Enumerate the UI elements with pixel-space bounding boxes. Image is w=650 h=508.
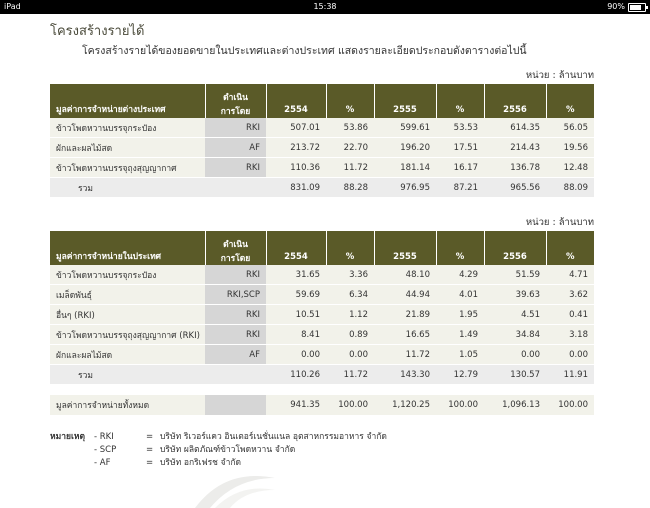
percent-2555: 17.51 bbox=[436, 138, 484, 158]
table-header-row bbox=[50, 231, 594, 265]
percent-2556: 0.00 bbox=[546, 345, 594, 365]
percent-2554: 0.00 bbox=[326, 345, 374, 365]
table-row bbox=[50, 305, 594, 325]
value-2556: 614.35 bbox=[484, 118, 546, 138]
footnote-code: - AF bbox=[94, 458, 111, 468]
agent-code: AF bbox=[205, 345, 266, 365]
table-row bbox=[50, 365, 594, 385]
percent-2554: 11.72 bbox=[326, 158, 374, 178]
row-label: ข้าวโพดหวานบรรจุถุงสุญญากาศ (RKI) bbox=[50, 325, 205, 345]
grand-total-table bbox=[50, 395, 594, 416]
value-2555: 196.20 bbox=[374, 138, 436, 158]
percent-2556: 19.56 bbox=[546, 138, 594, 158]
column-header-market: มูลค่าการจำหน่ายต่างประเทศ bbox=[50, 84, 205, 118]
percent-2554: 53.86 bbox=[326, 118, 374, 138]
column-header-2554: 2554 bbox=[266, 84, 326, 118]
value-2554: 10.51 bbox=[266, 305, 326, 325]
value-2555: 143.30 bbox=[374, 365, 436, 385]
row-label: ข้าวโพดหวานบรรจุกระป๋อง bbox=[50, 265, 205, 285]
column-header-market: มูลค่าการจำหน่ายในประเทศ bbox=[50, 231, 205, 265]
percent-2554: 100.00 bbox=[326, 395, 374, 416]
row-label: อื่นๆ (RKI) bbox=[50, 305, 205, 325]
row-label: รวม bbox=[50, 178, 205, 198]
percent-2555: 4.01 bbox=[436, 285, 484, 305]
percent-2554: 11.72 bbox=[326, 365, 374, 385]
battery-level-fill bbox=[630, 5, 641, 10]
agent-code bbox=[205, 178, 266, 198]
unit-label-domestic: หน่วย : ล้านบาท bbox=[525, 217, 594, 228]
column-header-percent: % bbox=[546, 231, 594, 265]
percent-2554: 88.28 bbox=[326, 178, 374, 198]
value-2554: 59.69 bbox=[266, 285, 326, 305]
percent-2554: 1.12 bbox=[326, 305, 374, 325]
value-2556: 130.57 bbox=[484, 365, 546, 385]
value-2556: 214.43 bbox=[484, 138, 546, 158]
percent-2554: 6.34 bbox=[326, 285, 374, 305]
value-2554: 941.35 bbox=[266, 395, 326, 416]
agent-code: AF bbox=[205, 138, 266, 158]
percent-2556: 4.71 bbox=[546, 265, 594, 285]
percent-2554: 22.70 bbox=[326, 138, 374, 158]
value-2554: 213.72 bbox=[266, 138, 326, 158]
table-row bbox=[50, 265, 594, 285]
table-row bbox=[50, 178, 594, 198]
value-2554: 507.01 bbox=[266, 118, 326, 138]
percent-2556: 3.62 bbox=[546, 285, 594, 305]
percent-2555: 87.21 bbox=[436, 178, 484, 198]
value-2556: 34.84 bbox=[484, 325, 546, 345]
decorative-swoosh bbox=[185, 448, 275, 508]
percent-2555: 4.29 bbox=[436, 265, 484, 285]
row-label: มูลค่าการจำหน่ายทั้งหมด bbox=[50, 395, 205, 416]
value-2554: 0.00 bbox=[266, 345, 326, 365]
percent-2555: 1.95 bbox=[436, 305, 484, 325]
agent-code: RKI bbox=[205, 265, 266, 285]
value-2554: 831.09 bbox=[266, 178, 326, 198]
table-row bbox=[50, 345, 594, 365]
status-bar bbox=[0, 0, 650, 14]
value-2556: 4.51 bbox=[484, 305, 546, 325]
footnote-code: - RKI bbox=[94, 432, 114, 442]
percent-2556: 100.00 bbox=[546, 395, 594, 416]
column-header-agent: ดำเนิน การโดย bbox=[205, 231, 266, 265]
footnote-description: บริษัท ริเวอร์แคว อินเตอร์เนชั่นแนล อุตสาหกรรมอาหาร จำกัด bbox=[160, 432, 387, 442]
table-row bbox=[50, 285, 594, 305]
column-header-percent: % bbox=[436, 231, 484, 265]
value-2554: 31.65 bbox=[266, 265, 326, 285]
footnote-code: - SCP bbox=[94, 445, 117, 455]
battery-percent: 90% bbox=[607, 2, 625, 11]
footnote-equals: = bbox=[146, 458, 154, 468]
percent-2555: 1.05 bbox=[436, 345, 484, 365]
row-label: ผักและผลไม้สด bbox=[50, 345, 205, 365]
table-row bbox=[50, 118, 594, 138]
row-label: เมล็ดพันธุ์ bbox=[50, 285, 205, 305]
column-header-2556: 2556 bbox=[484, 84, 546, 118]
value-2556: 51.59 bbox=[484, 265, 546, 285]
footnote-description: บริษัท อกริเฟรช จำกัด bbox=[160, 458, 242, 468]
column-header-2554: 2554 bbox=[266, 231, 326, 265]
page-subtitle: โครงสร้างรายได้ของยอดขายในประเทศและต่างประเทศ แสดงรายละเอียดประกอบดังตารางต่อไปนี้ bbox=[82, 45, 527, 57]
percent-2554: 0.89 bbox=[326, 325, 374, 345]
percent-2555: 53.53 bbox=[436, 118, 484, 138]
footnote-label: หมายเหตุ bbox=[50, 432, 85, 442]
value-2554: 110.36 bbox=[266, 158, 326, 178]
battery-status bbox=[607, 0, 646, 14]
device-name: iPad bbox=[4, 2, 21, 11]
battery-icon bbox=[628, 3, 646, 12]
percent-2554: 3.36 bbox=[326, 265, 374, 285]
value-2556: 965.56 bbox=[484, 178, 546, 198]
agent-code: RKI,SCP bbox=[205, 285, 266, 305]
agent-code bbox=[205, 395, 266, 416]
value-2555: 599.61 bbox=[374, 118, 436, 138]
footnote-description: บริษัท ผลิตภัณฑ์ข้าวโพดหวาน จำกัด bbox=[160, 445, 296, 455]
value-2556: 136.78 bbox=[484, 158, 546, 178]
value-2554: 110.26 bbox=[266, 365, 326, 385]
value-2555: 44.94 bbox=[374, 285, 436, 305]
table-row bbox=[50, 138, 594, 158]
value-2555: 48.10 bbox=[374, 265, 436, 285]
column-header-percent: % bbox=[546, 84, 594, 118]
page-title: โครงสร้างรายได้ bbox=[50, 24, 145, 39]
export-sales-table bbox=[50, 84, 594, 198]
percent-2556: 3.18 bbox=[546, 325, 594, 345]
column-header-2555: 2555 bbox=[374, 231, 436, 265]
value-2555: 16.65 bbox=[374, 325, 436, 345]
domestic-sales-table bbox=[50, 231, 594, 385]
column-header-2556: 2556 bbox=[484, 231, 546, 265]
column-header-percent: % bbox=[326, 84, 374, 118]
percent-2556: 12.48 bbox=[546, 158, 594, 178]
agent-code: RKI bbox=[205, 325, 266, 345]
row-label: ผักและผลไม้สด bbox=[50, 138, 205, 158]
value-2556: 0.00 bbox=[484, 345, 546, 365]
table-header-row bbox=[50, 84, 594, 118]
percent-2555: 16.17 bbox=[436, 158, 484, 178]
table-row bbox=[50, 325, 594, 345]
percent-2555: 12.79 bbox=[436, 365, 484, 385]
agent-code: RKI bbox=[205, 158, 266, 178]
clock: 15:38 bbox=[313, 2, 337, 11]
value-2555: 976.95 bbox=[374, 178, 436, 198]
agent-code bbox=[205, 365, 266, 385]
footnote-equals: = bbox=[146, 432, 154, 442]
column-header-2555: 2555 bbox=[374, 84, 436, 118]
percent-2556: 11.91 bbox=[546, 365, 594, 385]
value-2555: 181.14 bbox=[374, 158, 436, 178]
row-label: รวม bbox=[50, 365, 205, 385]
value-2555: 1,120.25 bbox=[374, 395, 436, 416]
percent-2556: 0.41 bbox=[546, 305, 594, 325]
table-row bbox=[50, 395, 594, 416]
value-2554: 8.41 bbox=[266, 325, 326, 345]
percent-2555: 1.49 bbox=[436, 325, 484, 345]
column-header-agent: ดำเนิน การโดย bbox=[205, 84, 266, 118]
agent-code: RKI bbox=[205, 305, 266, 325]
value-2555: 11.72 bbox=[374, 345, 436, 365]
value-2556: 1,096.13 bbox=[484, 395, 546, 416]
percent-2556: 88.09 bbox=[546, 178, 594, 198]
footnote-row bbox=[50, 431, 387, 444]
column-header-percent: % bbox=[436, 84, 484, 118]
footnote-equals: = bbox=[146, 445, 154, 455]
value-2555: 21.89 bbox=[374, 305, 436, 325]
row-label: ข้าวโพดหวานบรรจุกระป๋อง bbox=[50, 118, 205, 138]
percent-2556: 56.05 bbox=[546, 118, 594, 138]
value-2556: 39.63 bbox=[484, 285, 546, 305]
percent-2555: 100.00 bbox=[436, 395, 484, 416]
unit-label-export: หน่วย : ล้านบาท bbox=[525, 70, 594, 81]
agent-code: RKI bbox=[205, 118, 266, 138]
column-header-percent: % bbox=[326, 231, 374, 265]
row-label: ข้าวโพดหวานบรรจุถุงสุญญากาศ bbox=[50, 158, 205, 178]
table-row bbox=[50, 158, 594, 178]
